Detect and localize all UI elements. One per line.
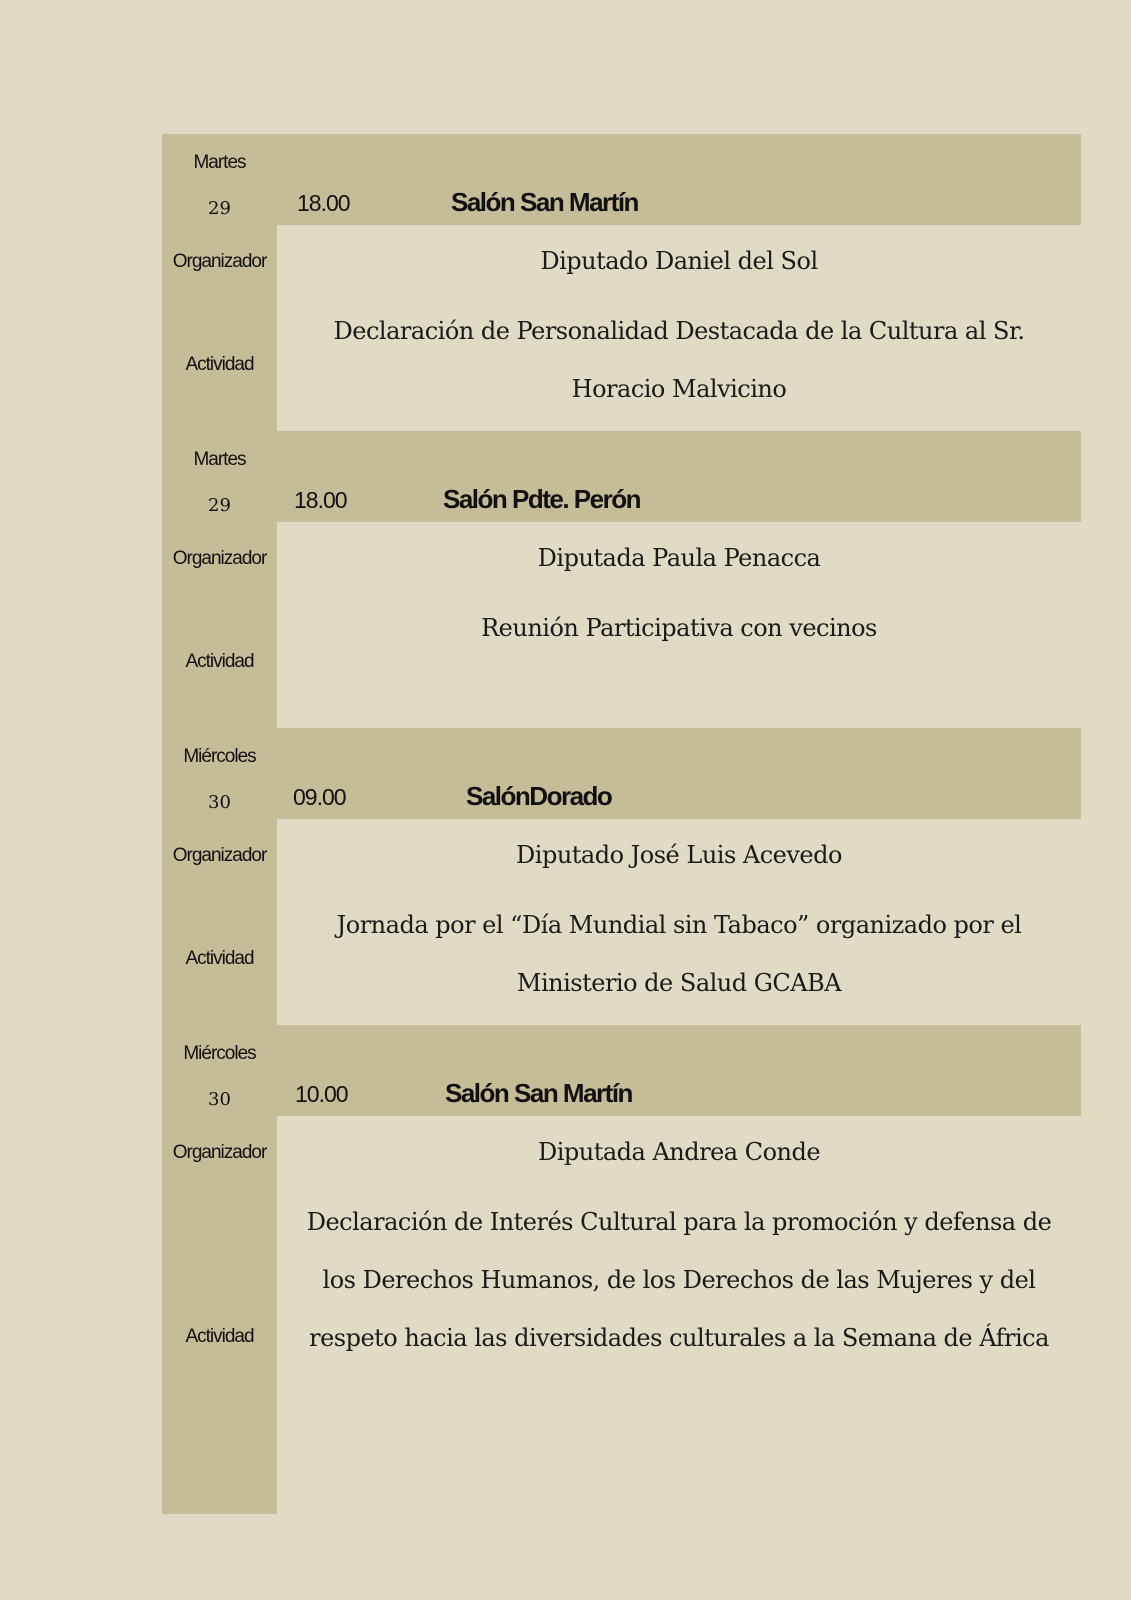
organizer-name: Diputado José Luis Acevedo: [516, 841, 842, 869]
event-organizer-row: [162, 819, 1081, 893]
event-activity-row: [162, 596, 1081, 728]
event-time: 10.00: [295, 1081, 348, 1107]
event-date-cell: [162, 728, 277, 819]
event-date: 30: [208, 792, 231, 813]
organizer-label: Organizador: [162, 522, 277, 596]
activity-label: Actividad: [162, 596, 277, 728]
event-date-cell: [162, 134, 277, 225]
event-room: Salón San Martín: [451, 187, 638, 217]
activity-description: Declaración de Personalidad Destacada de la Cultura al Sr. Horacio Malvicino: [333, 317, 1025, 403]
event-header-main: [277, 134, 1081, 225]
event-day: Martes: [193, 449, 246, 470]
activity-label: Actividad: [162, 893, 277, 1025]
event-schedule-table: [162, 134, 1081, 1514]
activity-description: Jornada por el “Día Mundial sin Tabaco” organizado por el Ministerio de Salud GCABA: [336, 911, 1022, 997]
event-date-cell: [162, 431, 277, 522]
event-activity-row: [162, 299, 1081, 431]
event-day: Miércoles: [183, 1043, 256, 1064]
event-organizer-row: [162, 225, 1081, 299]
event-room: Salón San Martín: [445, 1078, 632, 1108]
organizer-name: Diputada Paula Penacca: [537, 544, 821, 572]
event-date-cell: [162, 1025, 277, 1116]
event-room: SalónDorado: [466, 781, 612, 811]
event-room: Salón Pdte. Perón: [443, 484, 640, 514]
organizer-label: Organizador: [162, 1116, 277, 1190]
organizer-label: Organizador: [162, 225, 277, 299]
event-header-main: [277, 728, 1081, 819]
event-organizer-row: [162, 1116, 1081, 1190]
event-header-row: [162, 728, 1081, 819]
activity-description: Declaración de Interés Cultural para la promoción y defensa de los Derechos Humanos, de los Derechos de las Mujeres y del respeto hacia las diversidades culturales a la Semana de África: [306, 1208, 1052, 1352]
event-day: Martes: [193, 152, 246, 173]
event-date: 29: [208, 495, 231, 516]
organizer-label: Organizador: [162, 819, 277, 893]
event-header-row: [162, 1025, 1081, 1116]
event-header-row: [162, 431, 1081, 522]
organizer-name: Diputada Andrea Conde: [537, 1138, 821, 1166]
event-date: 29: [208, 198, 231, 219]
activity-label: Actividad: [162, 299, 277, 431]
event-header-row: [162, 134, 1081, 225]
event-date: 30: [208, 1089, 231, 1110]
event-time: 18.00: [297, 190, 350, 216]
event-time: 18.00: [294, 487, 347, 513]
event-day: Miércoles: [183, 746, 256, 767]
organizer-name: Diputado Daniel del Sol: [540, 247, 818, 275]
event-activity-row: [162, 1190, 1081, 1514]
event-header-main: [277, 1025, 1081, 1116]
activity-description: Reunión Participativa con vecinos: [481, 614, 877, 642]
activity-label: Actividad: [162, 1190, 277, 1514]
event-time: 09.00: [293, 784, 346, 810]
event-header-main: [277, 431, 1081, 522]
event-organizer-row: [162, 522, 1081, 596]
event-activity-row: [162, 893, 1081, 1025]
